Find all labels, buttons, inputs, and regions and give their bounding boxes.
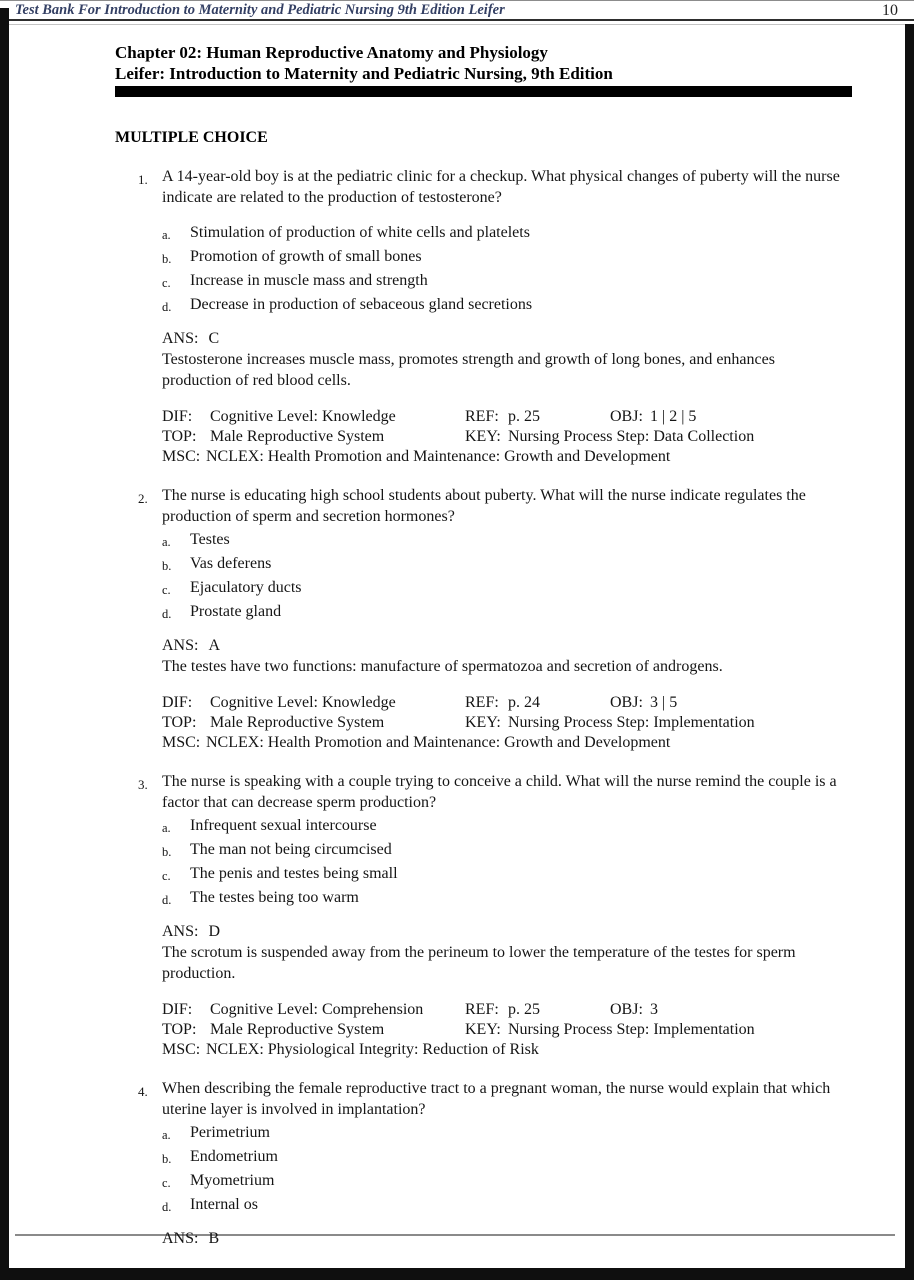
options-list [162, 529, 862, 625]
title-divider-bar [115, 86, 852, 97]
option-letter: c. [162, 1176, 171, 1190]
option-d [162, 1194, 862, 1218]
question-metadata [162, 407, 862, 467]
option-d [162, 887, 862, 911]
question-4 [115, 1078, 862, 1249]
answer-line [162, 328, 862, 349]
ref-value: p. 25 [508, 1001, 540, 1018]
option-d [162, 601, 862, 625]
option-letter: b. [162, 559, 172, 573]
ref-value: p. 25 [508, 408, 540, 425]
option-letter: c. [162, 869, 171, 883]
obj-value: 3 | 5 [650, 694, 678, 711]
option-letter: b. [162, 252, 172, 266]
question-1 [115, 166, 862, 467]
msc-label: MSC: [162, 1041, 201, 1058]
answer-line [162, 921, 862, 942]
option-text: Testes [190, 531, 230, 548]
options-list [162, 1122, 862, 1218]
option-b [162, 553, 862, 577]
running-header-title: Test Bank For Introduction to Maternity and Pediatric Nursing 9th Edition Leifer [15, 2, 505, 18]
option-text: Infrequent sexual intercourse [190, 817, 377, 834]
option-text: Increase in muscle mass and strength [190, 272, 428, 289]
option-c [162, 270, 862, 294]
msc-label: MSC: [162, 448, 201, 465]
ref-label: REF: [465, 694, 499, 711]
option-b [162, 246, 862, 270]
running-header [15, 2, 898, 19]
question-number: 4. [138, 1084, 148, 1099]
metadata-row [162, 407, 862, 427]
option-text: Perimetrium [190, 1124, 270, 1141]
option-letter: d. [162, 1200, 172, 1214]
option-text: Endometrium [190, 1148, 278, 1165]
metadata-row [162, 1040, 862, 1060]
option-a [162, 815, 862, 839]
scan-edge-bottom [0, 1268, 914, 1280]
option-letter: b. [162, 1152, 172, 1166]
option-c [162, 577, 862, 601]
top-label: TOP: [162, 714, 197, 731]
option-text: The penis and testes being small [190, 865, 398, 882]
option-text: Vas deferens [190, 555, 272, 572]
question-2 [115, 485, 862, 753]
answer-label: ANS: [162, 923, 199, 940]
section-heading: MULTIPLE CHOICE [115, 129, 268, 146]
option-letter: d. [162, 607, 172, 621]
ref-label: REF: [465, 1001, 499, 1018]
question-number: 3. [138, 777, 148, 792]
metadata-row [162, 693, 862, 713]
key-label: KEY: [465, 714, 501, 731]
option-letter: a. [162, 228, 171, 242]
answer-line [162, 1228, 862, 1249]
option-letter: d. [162, 893, 172, 907]
question-stem: The nurse is educating high school students about puberty. What will the nurse indicate regulates the production of sperm and secretion hormones? [162, 487, 806, 525]
msc-label: MSC: [162, 734, 201, 751]
top-value: Male Reproductive System [210, 1021, 385, 1038]
key-label: KEY: [465, 1021, 501, 1038]
options-list [162, 222, 862, 318]
option-text: Prostate gland [190, 603, 282, 620]
obj-label: OBJ: [610, 408, 643, 425]
option-text: Promotion of growth of small bones [190, 248, 422, 265]
option-text: Decrease in production of sebaceous gland secretions [190, 296, 533, 313]
answer-label: ANS: [162, 1230, 199, 1247]
option-text: Ejaculatory ducts [190, 579, 302, 596]
question-metadata [162, 1000, 862, 1060]
answer-label: ANS: [162, 330, 199, 347]
top-value: Male Reproductive System [210, 714, 385, 731]
top-label: TOP: [162, 428, 197, 445]
option-letter: b. [162, 845, 172, 859]
obj-label: OBJ: [610, 1001, 643, 1018]
question-3 [115, 771, 862, 1060]
scan-edge-left [0, 8, 9, 1280]
key-value: Nursing Process Step: Implementation [508, 714, 755, 731]
dif-value: Cognitive Level: Comprehension [210, 1001, 424, 1018]
top-label: TOP: [162, 1021, 197, 1038]
scan-edge-right [905, 24, 914, 1280]
option-letter: a. [162, 535, 171, 549]
option-text: Stimulation of production of white cells and platelets [190, 224, 530, 241]
chapter-title-block [115, 42, 862, 97]
dif-value: Cognitive Level: Knowledge [210, 694, 396, 711]
option-a [162, 529, 862, 553]
option-a [162, 222, 862, 246]
option-d [162, 294, 862, 318]
msc-value: NCLEX: Health Promotion and Maintenance: Growth and Development [206, 448, 671, 465]
option-b [162, 1146, 862, 1170]
answer-label: ANS: [162, 637, 199, 654]
metadata-row [162, 447, 862, 467]
answer-value: D [208, 923, 221, 940]
obj-value: 3 [650, 1001, 658, 1018]
options-list [162, 815, 862, 911]
dif-value: Cognitive Level: Knowledge [210, 408, 396, 425]
header-rule-shadow [0, 24, 914, 25]
answer-value: C [208, 330, 220, 347]
metadata-row [162, 427, 862, 447]
rationale-text: The scrotum is suspended away from the perineum to lower the temperature of the testes for sperm production. [162, 944, 796, 982]
answer-line [162, 635, 862, 656]
rationale-text: Testosterone increases muscle mass, promotes strength and growth of long bones, and enhances production of red blood cells. [162, 351, 775, 389]
key-value: Nursing Process Step: Implementation [508, 1021, 755, 1038]
answer-value: A [208, 637, 221, 654]
rationale-text: The testes have two functions: manufacture of spermatozoa and secretion of androgens. [162, 658, 723, 675]
msc-value: NCLEX: Health Promotion and Maintenance: Growth and Development [206, 734, 671, 751]
page-number: 10 [882, 2, 898, 19]
question-number: 1. [138, 172, 148, 187]
chapter-title-line2: Leifer: Introduction to Maternity and Pediatric Nursing, 9th Edition [115, 64, 613, 83]
chapter-title-line1: Chapter 02: Human Reproductive Anatomy and Physiology [115, 43, 548, 62]
option-c [162, 863, 862, 887]
option-letter: c. [162, 583, 171, 597]
option-letter: c. [162, 276, 171, 290]
dif-label: DIF: [162, 694, 193, 711]
question-stem: When describing the female reproductive tract to a pregnant woman, the nurse would explain that which uterine layer is involved in implantation? [162, 1080, 831, 1118]
option-text: Myometrium [190, 1172, 275, 1189]
dif-label: DIF: [162, 1001, 193, 1018]
metadata-row [162, 733, 862, 753]
option-a [162, 1122, 862, 1146]
option-c [162, 1170, 862, 1194]
header-rule [0, 19, 914, 21]
obj-value: 1 | 2 | 5 [650, 408, 697, 425]
question-metadata [162, 693, 862, 753]
option-text: Internal os [190, 1196, 258, 1213]
key-value: Nursing Process Step: Data Collection [508, 428, 755, 445]
metadata-row [162, 713, 862, 733]
ref-label: REF: [465, 408, 499, 425]
key-label: KEY: [465, 428, 501, 445]
option-letter: a. [162, 821, 171, 835]
option-letter: d. [162, 300, 172, 314]
metadata-row [162, 1000, 862, 1020]
question-stem: The nurse is speaking with a couple trying to conceive a child. What will the nurse remind the couple is a factor that can decrease sperm production? [162, 773, 837, 811]
msc-value: NCLEX: Physiological Integrity: Reduction of Risk [206, 1041, 539, 1058]
question-number: 2. [138, 491, 148, 506]
metadata-row [162, 1020, 862, 1040]
dif-label: DIF: [162, 408, 193, 425]
top-value: Male Reproductive System [210, 428, 385, 445]
option-text: The man not being circumcised [190, 841, 392, 858]
question-stem: A 14-year-old boy is at the pediatric clinic for a checkup. What physical changes of puberty will the nurse indicate are related to the production of testosterone? [162, 168, 840, 206]
option-b [162, 839, 862, 863]
obj-label: OBJ: [610, 694, 643, 711]
ref-value: p. 24 [508, 694, 540, 711]
answer-value: B [208, 1230, 220, 1247]
option-letter: a. [162, 1128, 171, 1142]
option-text: The testes being too warm [190, 889, 359, 906]
